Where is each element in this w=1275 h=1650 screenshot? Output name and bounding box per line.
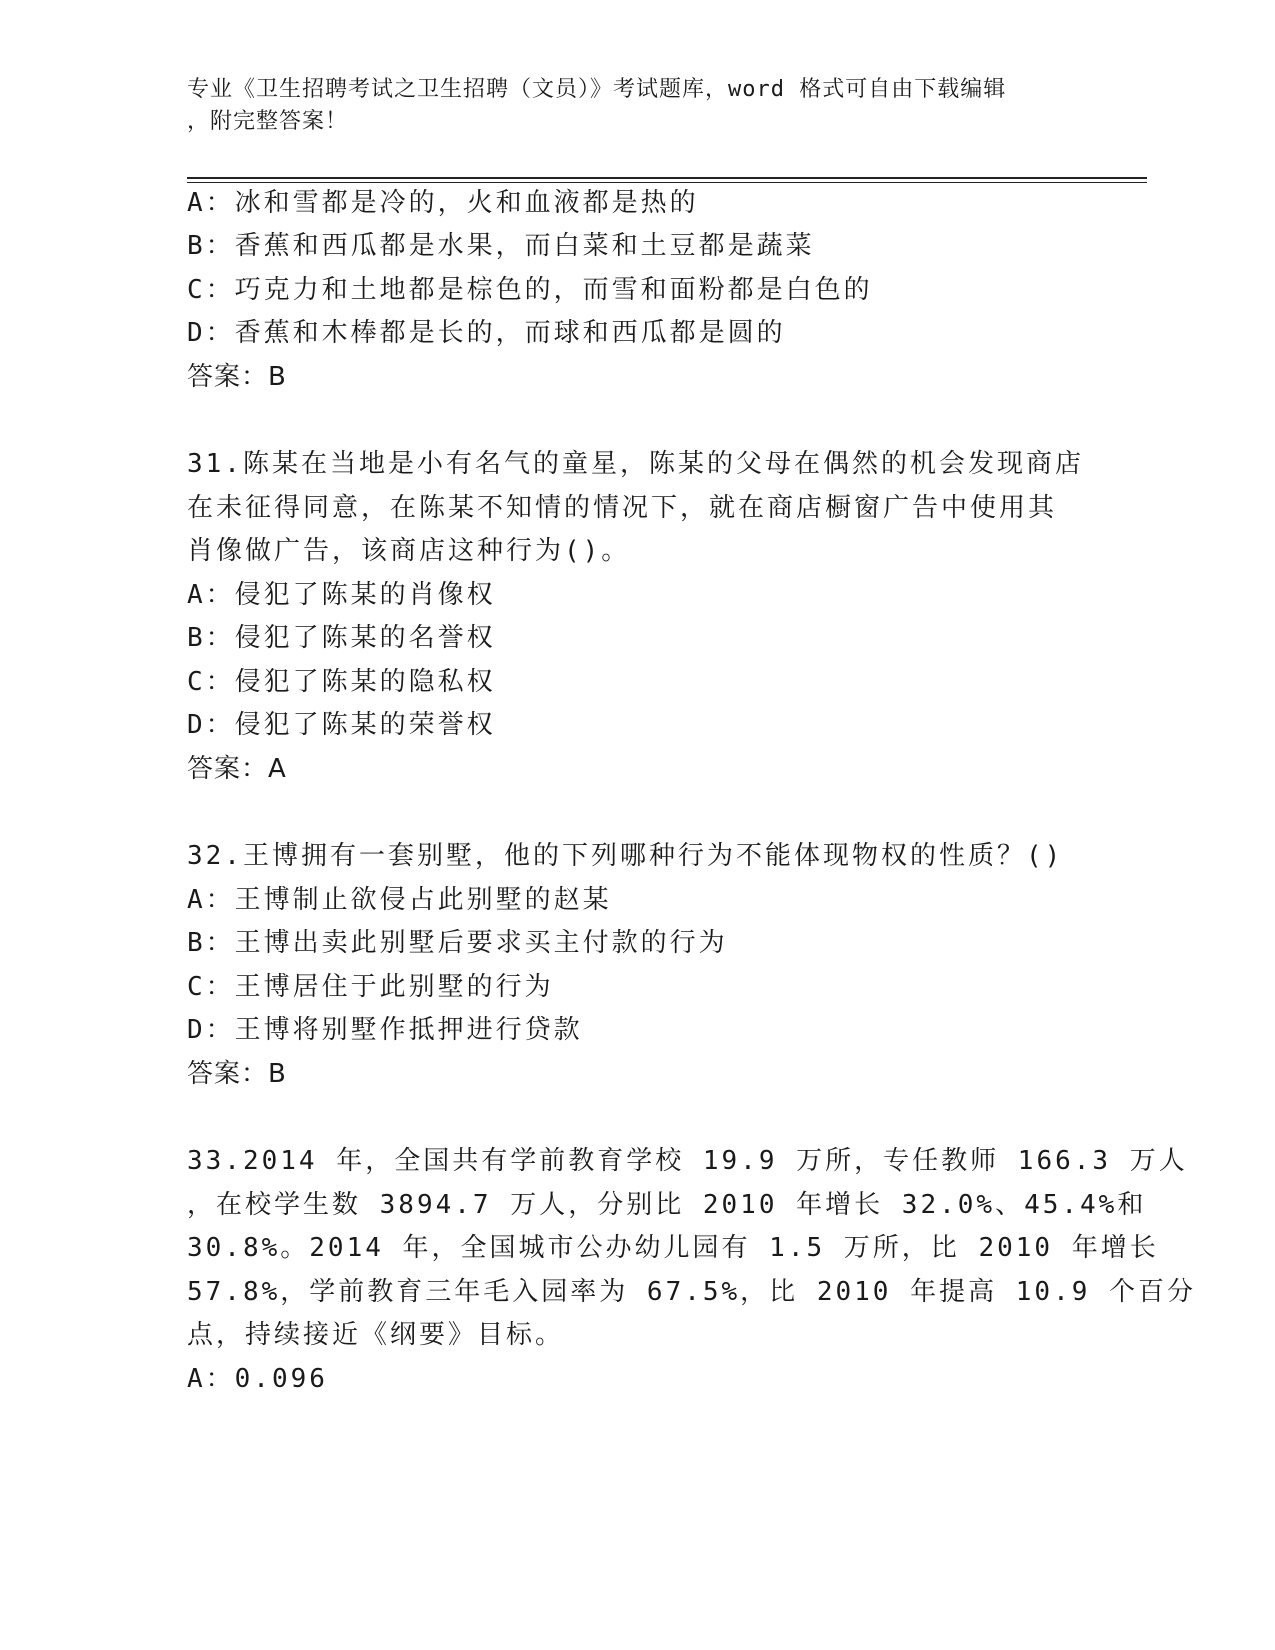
q32-answer: 答案：B [187,1059,287,1089]
page-header [187,74,1067,138]
q33-stem-line-3: 30.8%。2014 年，全国城市公办幼儿园有 1.5 万所，比 2010 年增长 [187,1233,1159,1263]
q31-stem-line-1: 31.陈某在当地是小有名气的童星，陈某的父母在偶然的机会发现商店 [187,449,1084,479]
q31-option-b: B：侵犯了陈某的名誉权 [187,623,496,653]
q30-option-b: B：香蕉和西瓜都是水果，而白菜和土豆都是蔬菜 [187,231,815,261]
q31-option-a: A：侵犯了陈某的肖像权 [187,580,496,610]
q31-answer: 答案：A [187,754,287,784]
q32-option-c: C：王博居住于此别墅的行为 [187,972,554,1002]
q30-option-c: C：巧克力和土地都是棕色的，而雪和面粉都是白色的 [187,275,873,305]
q30-option-d: D：香蕉和木棒都是长的，而球和西瓜都是圆的 [187,318,786,348]
q30-option-a: A：冰和雪都是冷的，火和血液都是热的 [187,188,699,218]
header-divider-thin [187,182,1147,183]
q32-option-b: B：王博出卖此别墅后要求买主付款的行为 [187,928,728,958]
q31-stem-line-2: 在未征得同意，在陈某不知情的情况下，就在商店橱窗广告中使用其 [187,493,1058,523]
q33-option-a: A：0.096 [187,1364,328,1394]
q30-answer: 答案：B [187,362,287,392]
q31-option-d: D：侵犯了陈某的荣誉权 [187,710,496,740]
q31-stem-line-3: 肖像做广告，该商店这种行为()。 [187,536,631,566]
q32-option-a: A：王博制止欲侵占此别墅的赵某 [187,885,612,915]
q31-option-c: C：侵犯了陈某的隐私权 [187,667,496,697]
q33-stem-line-4: 57.8%，学前教育三年毛入园率为 67.5%，比 2010 年提高 10.9 个百分 [187,1277,1197,1307]
q33-stem-line-5: 点，持续接近《纲要》目标。 [187,1320,565,1350]
header-line-2: ，附完整答案！ [187,109,349,134]
q32-option-d: D：王博将别墅作抵押进行贷款 [187,1015,583,1045]
q33-stem-line-1: 33.2014 年，全国共有学前教育学校 19.9 万所，专任教师 166.3 万人 [187,1146,1188,1176]
header-divider [187,177,1147,179]
q32-stem-line-1: 32.王博拥有一套别墅，他的下列哪种行为不能体现物权的性质？() [187,841,1064,871]
q33-stem-line-2: ，在校学生数 3894.7 万人，分别比 2010 年增长 32.0%、45.4%和 [187,1190,1147,1220]
header-line-1: 专业《卫生招聘考试之卫生招聘（文员）》考试题库，word 格式可自由下载编辑 [187,77,1007,102]
